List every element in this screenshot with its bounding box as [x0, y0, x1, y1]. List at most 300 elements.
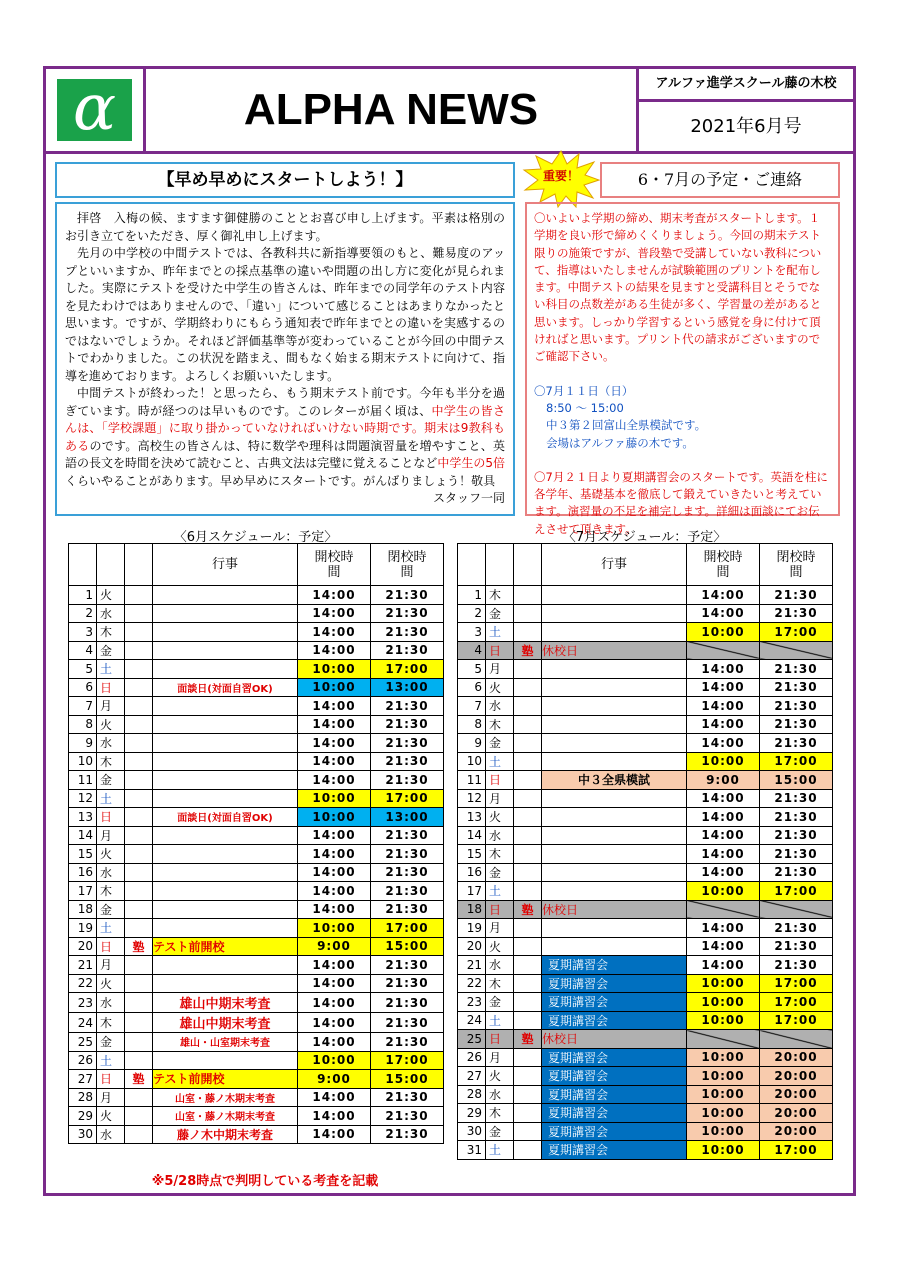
open-time-cell: 10:00 [687, 1085, 760, 1104]
open-time-cell: 10:00 [687, 974, 760, 993]
event-cell: 夏期講習会 [542, 956, 687, 975]
weekday-cell: 日 [97, 1070, 125, 1089]
open-time-cell: 14:00 [298, 752, 371, 771]
juku-cell [514, 1085, 542, 1104]
juku-cell: 塾 [514, 1030, 542, 1049]
open-time-cell: 10:00 [687, 1104, 760, 1123]
day-cell: 24 [458, 1011, 486, 1030]
table-row [458, 845, 833, 864]
open-time-cell: 10:00 [298, 660, 371, 679]
important-badge: 重要！ [542, 169, 579, 183]
close-time-cell: 17:00 [760, 882, 833, 901]
close-time-cell: 21:30 [760, 937, 833, 956]
open-time-cell: 14:00 [298, 715, 371, 734]
table-row [69, 919, 444, 938]
event-cell [153, 586, 298, 605]
close-time-cell: 17:00 [760, 974, 833, 993]
day-cell: 2 [458, 604, 486, 623]
close-time-cell: 21:30 [760, 863, 833, 882]
table-row [69, 1070, 444, 1089]
table-row [69, 1125, 444, 1144]
weekday-cell: 土 [97, 660, 125, 679]
event-cell: 面談日(対面自習OK) [153, 678, 298, 697]
event-cell [153, 863, 298, 882]
day-cell: 2 [69, 604, 97, 623]
day-cell: 6 [458, 678, 486, 697]
day-cell: 26 [69, 1051, 97, 1070]
open-time-cell: 14:00 [298, 734, 371, 753]
weekday-cell: 木 [486, 586, 514, 605]
table-row [458, 1122, 833, 1141]
table-header [69, 544, 444, 586]
close-time-cell: 15:00 [371, 1070, 444, 1089]
day-cell: 18 [69, 900, 97, 919]
open-time-cell: 14:00 [687, 586, 760, 605]
weekday-cell: 土 [486, 1141, 514, 1160]
event-cell [542, 697, 687, 716]
weekday-cell: 水 [97, 604, 125, 623]
close-time-cell: 21:30 [760, 919, 833, 938]
weekday-cell: 水 [97, 734, 125, 753]
day-cell: 8 [458, 715, 486, 734]
weekday-cell: 日 [486, 641, 514, 660]
close-time-cell: 13:00 [371, 678, 444, 697]
table-row [69, 863, 444, 882]
juku-cell [514, 937, 542, 956]
table-row [458, 604, 833, 623]
open-time-cell: 14:00 [687, 660, 760, 679]
close-time-cell: 21:30 [371, 771, 444, 790]
table-row [458, 641, 833, 660]
juku-cell: 塾 [125, 1070, 153, 1089]
table-row [69, 937, 444, 956]
notice-exam-name: 中３第２回富山全県模試です。 [546, 418, 707, 433]
weekday-cell: 金 [97, 771, 125, 790]
juku-cell: 塾 [514, 641, 542, 660]
table-row [458, 586, 833, 605]
event-cell [153, 604, 298, 623]
weekday-cell: 日 [97, 678, 125, 697]
weekday-cell: 水 [486, 1085, 514, 1104]
weekday-cell: 木 [486, 845, 514, 864]
juku-cell [125, 808, 153, 827]
weekday-cell: 火 [97, 974, 125, 993]
close-time-cell: 21:30 [371, 974, 444, 993]
table-row [69, 586, 444, 605]
table-row [458, 1104, 833, 1123]
table-row [69, 1088, 444, 1107]
event-cell: 雄山・山室期末考査 [153, 1033, 298, 1052]
open-time-cell: 10:00 [687, 1122, 760, 1141]
close-time-cell: 21:30 [371, 845, 444, 864]
weekday-cell: 月 [486, 660, 514, 679]
table-row [69, 845, 444, 864]
open-time-cell: 9:00 [298, 937, 371, 956]
header-close: 閉校時間 [760, 544, 833, 586]
close-time-cell: 17:00 [371, 1051, 444, 1070]
open-time-cell [687, 1030, 760, 1049]
day-cell: 12 [458, 789, 486, 808]
close-time-cell: 21:30 [371, 863, 444, 882]
day-cell: 5 [458, 660, 486, 679]
open-time-cell: 14:00 [298, 641, 371, 660]
open-time-cell: 14:00 [298, 604, 371, 623]
close-time-cell: 21:30 [371, 715, 444, 734]
weekday-cell: 木 [97, 752, 125, 771]
table-row [69, 826, 444, 845]
weekday-cell: 火 [486, 808, 514, 827]
juku-cell [514, 678, 542, 697]
july-caption: 〈7月スケジュール：予定〉 [562, 530, 727, 545]
close-time-cell: 21:30 [371, 882, 444, 901]
table-row [458, 623, 833, 642]
open-time-cell: 14:00 [298, 1088, 371, 1107]
juku-cell [514, 586, 542, 605]
notice-paragraph: 〇いよいよ学期の締め、期末考査がスタートします。１学期を良い形で締めくくりましょう。今回の期末テスト限りの施策ですが、普段塾で受講していない教科について、指導はいたしませんが試験範囲のプリントを配布します。中間テストの結果を見ますと受講科目とそうでない科目の点数差がある生徒が多く、学習量の差があると思います。しっかり学習するという感覚を身に付けて頂ければと思います。プリント代の請求がございますのでご確認下さい。 [534, 211, 822, 364]
alpha-logo: α [57, 79, 132, 141]
day-cell: 11 [69, 771, 97, 790]
event-cell [153, 623, 298, 642]
weekday-cell: 木 [486, 715, 514, 734]
open-time-cell: 10:00 [687, 1067, 760, 1086]
open-time-cell: 10:00 [298, 789, 371, 808]
event-cell: 雄山中期末考査 [153, 993, 298, 1013]
close-time-cell: 21:30 [371, 586, 444, 605]
juku-cell [514, 734, 542, 753]
day-cell: 8 [69, 715, 97, 734]
day-cell: 25 [458, 1030, 486, 1049]
event-cell: 藤ノ木中期末考査 [153, 1125, 298, 1144]
event-cell [153, 752, 298, 771]
weekday-cell: 日 [97, 937, 125, 956]
close-time-cell: 21:30 [760, 956, 833, 975]
weekday-cell: 月 [486, 789, 514, 808]
close-time-cell: 21:30 [371, 1107, 444, 1126]
header-close: 閉校時間 [371, 544, 444, 586]
table-row [69, 993, 444, 1013]
open-time-cell: 14:00 [687, 697, 760, 716]
table-row [69, 715, 444, 734]
close-time-cell: 21:30 [371, 641, 444, 660]
weekday-cell: 木 [97, 623, 125, 642]
day-cell: 13 [69, 808, 97, 827]
close-time-cell: 21:30 [760, 660, 833, 679]
weekday-cell: 土 [97, 1051, 125, 1070]
juku-cell [514, 660, 542, 679]
table-row [69, 882, 444, 901]
table-row [458, 974, 833, 993]
table-row [69, 604, 444, 623]
table-row [458, 1048, 833, 1067]
event-cell [542, 660, 687, 679]
juku-cell [125, 641, 153, 660]
close-time-cell: 15:00 [760, 771, 833, 790]
day-cell: 15 [458, 845, 486, 864]
open-time-cell: 9:00 [687, 771, 760, 790]
close-time-cell: 21:30 [371, 734, 444, 753]
close-time-cell: 21:30 [760, 789, 833, 808]
header-open: 開校時間 [687, 544, 760, 586]
close-time-cell: 13:00 [371, 808, 444, 827]
juku-cell [125, 771, 153, 790]
juku-cell [514, 1011, 542, 1030]
open-time-cell: 14:00 [298, 697, 371, 716]
event-cell: 夏期講習会 [542, 1048, 687, 1067]
open-time-cell: 14:00 [298, 882, 371, 901]
open-time-cell: 10:00 [298, 678, 371, 697]
event-cell [542, 604, 687, 623]
event-cell [542, 826, 687, 845]
event-cell [153, 956, 298, 975]
open-time-cell: 14:00 [687, 604, 760, 623]
table-row [458, 956, 833, 975]
event-cell: 夏期講習会 [542, 1067, 687, 1086]
juku-cell [125, 993, 153, 1013]
notice-box [525, 202, 840, 536]
day-cell: 28 [69, 1088, 97, 1107]
letter-paragraph: 先月の中学校の中間テストでは、各教科共に新指導要領のもと、難易度のアップといいますか、昨年までとの採点基準の違いや問題の出し方に変化が見られました。実際にテストを受けた中学生の皆さんは、昨年までの同学年のテスト内容を見たわけではありませんので、「違い」について感じることはあまりなかったと思います。ですが、学期終わりにもらう通知表で昨年までとの違いを実感するのではないでしょうか。それほど評価基準等が変わっていることが今回の中間テストでわかりました。この状況を踏まえ、間もなく始まる期末テストに向けて、指導を進めております。よろしくお願いいたします。 [65, 246, 505, 383]
open-time-cell: 10:00 [687, 752, 760, 771]
close-time-cell: 21:30 [371, 1033, 444, 1052]
weekday-cell: 月 [486, 919, 514, 938]
weekday-cell: 土 [486, 752, 514, 771]
juku-cell [514, 845, 542, 864]
weekday-cell: 金 [486, 734, 514, 753]
open-time-cell: 14:00 [298, 863, 371, 882]
day-cell: 20 [458, 937, 486, 956]
juku-cell [514, 1048, 542, 1067]
open-time-cell: 14:00 [298, 826, 371, 845]
day-cell: 17 [69, 882, 97, 901]
notice-exam-time: 8:50 ～ 15:00 [546, 400, 624, 415]
close-time-cell: 20:00 [760, 1048, 833, 1067]
juku-cell [125, 789, 153, 808]
day-cell: 20 [69, 937, 97, 956]
open-time-cell: 14:00 [298, 845, 371, 864]
juku-cell [125, 697, 153, 716]
day-cell: 28 [458, 1085, 486, 1104]
day-cell: 13 [458, 808, 486, 827]
day-cell: 26 [458, 1048, 486, 1067]
close-time-cell: 21:30 [371, 826, 444, 845]
juku-cell [125, 1125, 153, 1144]
juku-cell [514, 808, 542, 827]
open-time-cell: 10:00 [687, 1011, 760, 1030]
open-time-cell: 10:00 [687, 623, 760, 642]
event-cell [542, 845, 687, 864]
close-time-cell: 20:00 [760, 1067, 833, 1086]
table-row [458, 789, 833, 808]
event-cell: 雄山中期末考査 [153, 1013, 298, 1033]
weekday-cell: 火 [486, 678, 514, 697]
juku-cell: 塾 [125, 937, 153, 956]
school-name: アルファ進学スクール藤の木校 [636, 69, 853, 102]
letter-paragraph: 中間テストが終わった！と思ったら、もう期末テスト前です。今年も半分を過ぎています。時が経つのは早いものです。このレターが届く頃は、中学生の皆さんは、「学校課題」に取り掛かっていなければいけない時期です。期末は9教科もあるのです。高校生の皆さんは、特に数学や理科は問題演習量を増やすこと、英語の長文を時間を決めて読むこと、古典文法は完璧に覚えることなど中学生の5倍くらいやることがあります。早め早めにスタートです。がんばりましょう！敬具 [65, 386, 505, 488]
event-cell [153, 771, 298, 790]
open-time-cell: 14:00 [298, 900, 371, 919]
weekday-cell: 月 [97, 1088, 125, 1107]
header-open: 開校時間 [298, 544, 371, 586]
event-cell [542, 586, 687, 605]
table-row [458, 900, 833, 919]
event-cell: 夏期講習会 [542, 974, 687, 993]
issue-date: 2021年6月号 [636, 102, 853, 151]
day-cell: 5 [69, 660, 97, 679]
table-row [458, 1141, 833, 1160]
open-time-cell: 14:00 [298, 1013, 371, 1033]
day-cell: 24 [69, 1013, 97, 1033]
header-event: 行事 [542, 544, 687, 586]
juku-cell [514, 826, 542, 845]
event-cell [153, 919, 298, 938]
schedule-title: 6・7月の予定・ご連絡 [600, 162, 840, 198]
juku-cell [125, 919, 153, 938]
weekday-cell: 水 [97, 1125, 125, 1144]
juku-cell [125, 882, 153, 901]
weekday-cell: 木 [97, 1013, 125, 1033]
weekday-cell: 水 [486, 697, 514, 716]
close-time-cell: 17:00 [371, 660, 444, 679]
day-cell: 14 [69, 826, 97, 845]
juku-cell [514, 993, 542, 1012]
close-time-cell: 17:00 [371, 789, 444, 808]
table-row [69, 789, 444, 808]
day-cell: 23 [69, 993, 97, 1013]
open-time-cell: 14:00 [298, 993, 371, 1013]
notice-exam-date: 〇7月１１日（日） [534, 383, 634, 398]
event-cell [542, 715, 687, 734]
juku-cell [125, 623, 153, 642]
close-time-cell: 21:30 [371, 956, 444, 975]
day-cell: 15 [69, 845, 97, 864]
weekday-cell: 月 [486, 1048, 514, 1067]
table-row [69, 752, 444, 771]
event-cell: 夏期講習会 [542, 993, 687, 1012]
weekday-cell: 金 [97, 900, 125, 919]
table-row [69, 623, 444, 642]
table-row [69, 697, 444, 716]
juku-cell: 塾 [514, 900, 542, 919]
close-time-cell: 21:30 [371, 752, 444, 771]
day-cell: 16 [458, 863, 486, 882]
close-time-cell: 21:30 [760, 826, 833, 845]
open-time-cell: 10:00 [298, 919, 371, 938]
close-time-cell: 20:00 [760, 1122, 833, 1141]
close-time-cell: 21:30 [371, 900, 444, 919]
open-time-cell: 14:00 [687, 956, 760, 975]
juku-cell [514, 604, 542, 623]
headline: 【早め早めにスタートしよう！】 [55, 162, 515, 198]
juku-cell [514, 1104, 542, 1123]
weekday-cell: 水 [486, 826, 514, 845]
day-cell: 18 [458, 900, 486, 919]
table-row [458, 863, 833, 882]
weekday-cell: 金 [486, 604, 514, 623]
day-cell: 21 [69, 956, 97, 975]
open-time-cell: 10:00 [298, 808, 371, 827]
weekday-cell: 火 [97, 586, 125, 605]
event-cell [542, 863, 687, 882]
day-cell: 22 [69, 974, 97, 993]
event-cell [153, 1051, 298, 1070]
table-row [458, 752, 833, 771]
event-cell [542, 808, 687, 827]
open-time-cell: 10:00 [687, 882, 760, 901]
day-cell: 21 [458, 956, 486, 975]
event-cell [153, 789, 298, 808]
table-row [458, 715, 833, 734]
juku-cell [514, 1122, 542, 1141]
july-schedule-table [457, 543, 833, 1160]
juku-cell [514, 956, 542, 975]
juku-cell [514, 863, 542, 882]
open-time-cell: 10:00 [687, 1141, 760, 1160]
event-cell [542, 919, 687, 938]
june-caption: 〈6月スケジュール：予定〉 [173, 530, 338, 545]
weekday-cell: 金 [486, 993, 514, 1012]
event-cell [153, 641, 298, 660]
open-time-cell: 14:00 [298, 1033, 371, 1052]
event-cell [153, 882, 298, 901]
day-cell: 9 [458, 734, 486, 753]
close-time-cell: 17:00 [371, 919, 444, 938]
close-time-cell: 21:30 [760, 586, 833, 605]
open-time-cell: 14:00 [298, 1125, 371, 1144]
juku-cell [514, 789, 542, 808]
letter-signature: スタッフ一同 [432, 491, 505, 505]
day-cell: 6 [69, 678, 97, 697]
table-row [69, 974, 444, 993]
event-cell: 休校日 [542, 900, 687, 919]
juku-cell [125, 863, 153, 882]
juku-cell [514, 882, 542, 901]
juku-cell [514, 623, 542, 642]
day-cell: 11 [458, 771, 486, 790]
close-time-cell: 21:30 [760, 845, 833, 864]
juku-cell [125, 660, 153, 679]
day-cell: 23 [458, 993, 486, 1012]
weekday-cell: 日 [97, 808, 125, 827]
open-time-cell: 14:00 [687, 937, 760, 956]
weekday-cell: 日 [486, 900, 514, 919]
table-row [69, 1033, 444, 1052]
event-cell [153, 715, 298, 734]
open-time-cell: 14:00 [687, 715, 760, 734]
weekday-cell: 土 [486, 623, 514, 642]
header [43, 66, 856, 154]
table-row [458, 993, 833, 1012]
event-cell: 休校日 [542, 1030, 687, 1049]
juku-cell [125, 678, 153, 697]
juku-cell [125, 956, 153, 975]
weekday-cell: 日 [486, 771, 514, 790]
close-time-cell: 21:30 [371, 993, 444, 1013]
weekday-cell: 木 [486, 1104, 514, 1123]
juku-cell [125, 586, 153, 605]
event-cell: テスト前開校 [153, 937, 298, 956]
table-row [458, 882, 833, 901]
table-row [458, 937, 833, 956]
juku-cell [514, 752, 542, 771]
close-time-cell: 21:30 [760, 715, 833, 734]
close-time-cell: 21:30 [371, 1088, 444, 1107]
event-cell: 面談日(対面自習OK) [153, 808, 298, 827]
weekday-cell: 月 [97, 956, 125, 975]
close-time-cell: 21:30 [760, 734, 833, 753]
june-footnote: ※5/28時点で判明している考査を記載 [151, 1174, 379, 1189]
event-cell [153, 845, 298, 864]
juku-cell [514, 771, 542, 790]
